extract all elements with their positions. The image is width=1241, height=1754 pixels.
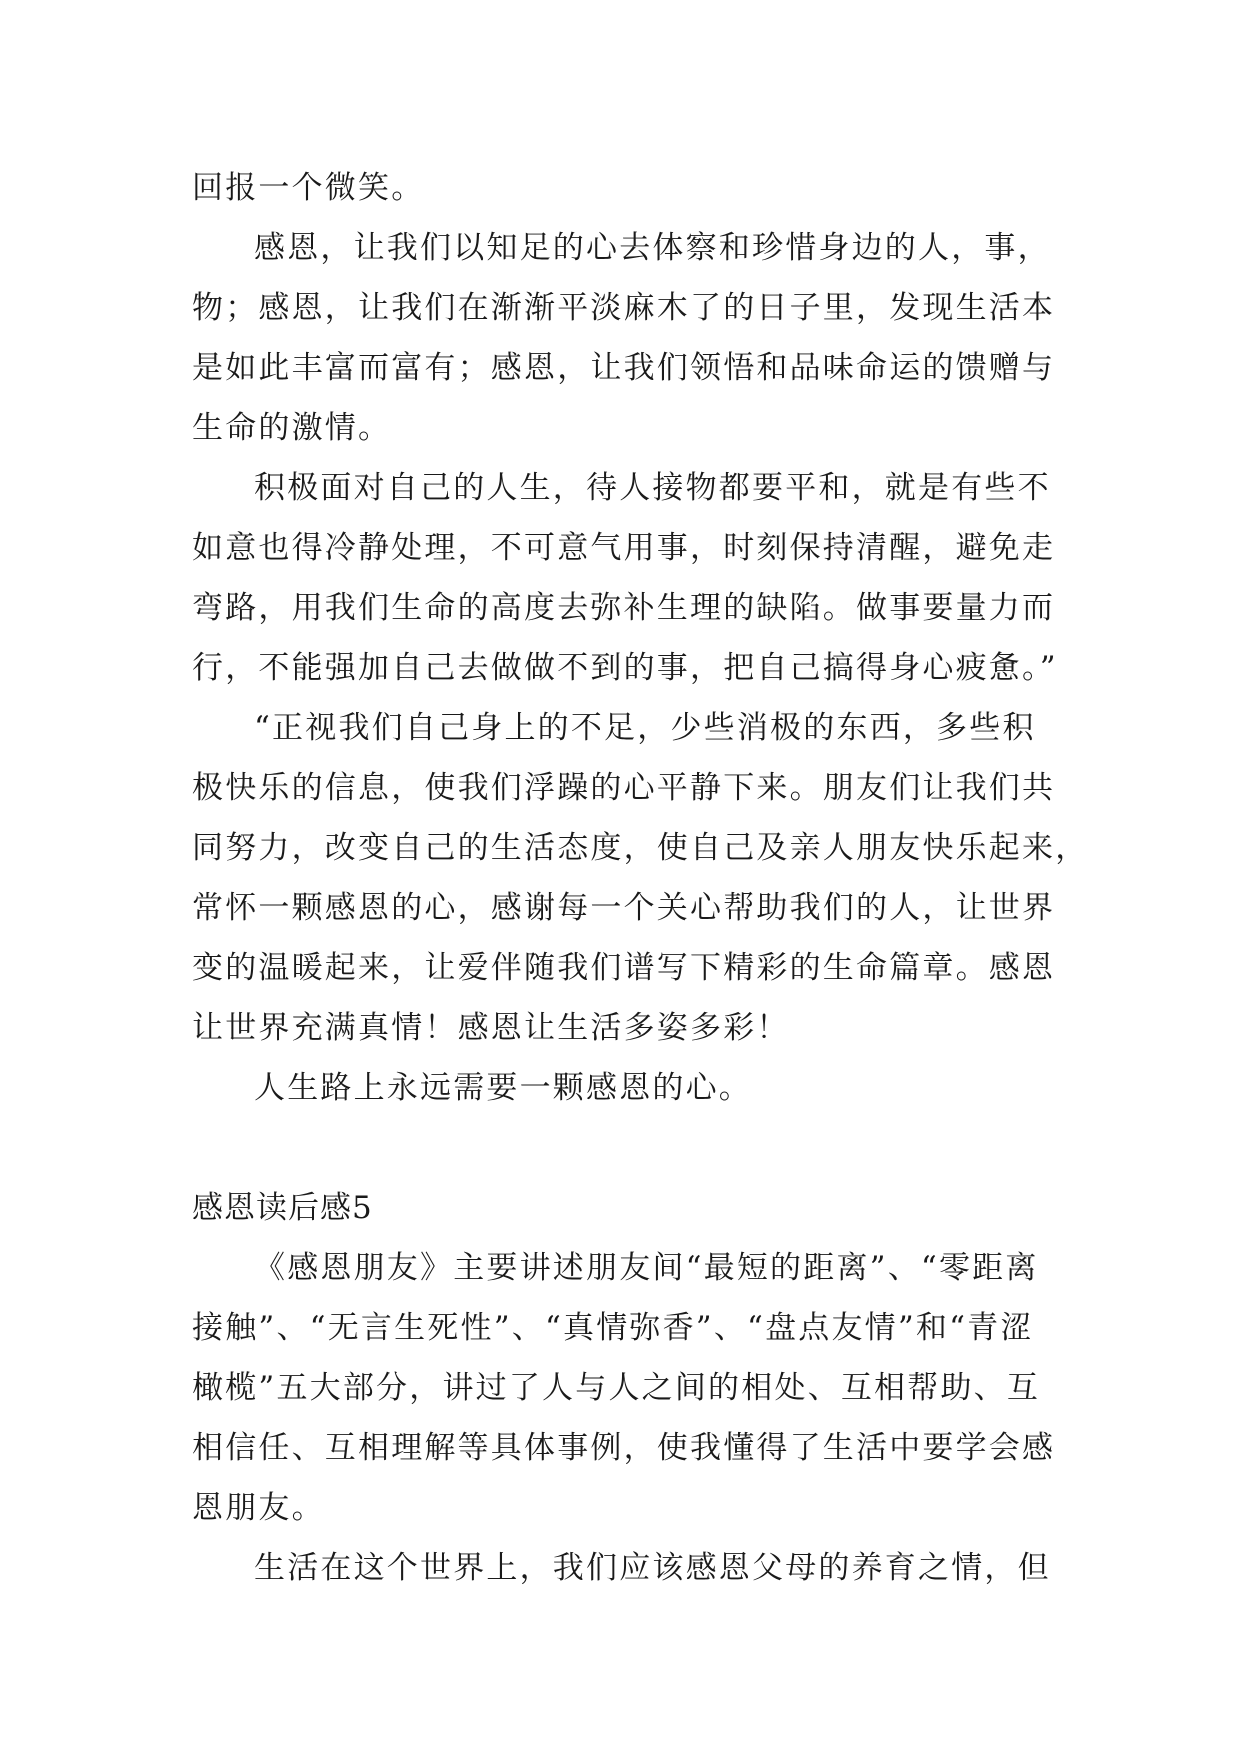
text-line: 让世界充满真情！感恩让生活多姿多彩！ xyxy=(192,1010,790,1046)
text-line: 相信任、互相理解等具体事例，使我懂得了生活中要学会感 xyxy=(192,1430,1056,1466)
paragraph-first-line: 《感恩朋友》主要讲述朋友间“最短的距离”、“零距离 xyxy=(254,1250,1039,1286)
text-line: 如意也得冷静处理，不可意气用事，时刻保持清醒，避免走 xyxy=(192,530,1056,566)
text-line: 同努力，改变自己的生活态度，使自己及亲人朋友快乐起来， xyxy=(192,830,1089,866)
section-heading: 感恩读后感5 xyxy=(192,1190,373,1226)
paragraph-first-line: “正视我们自己身上的不足，少些消极的东西，多些积 xyxy=(254,710,1036,746)
paragraph-first-line: 感恩，让我们以知足的心去体察和珍惜身边的人，事， xyxy=(254,230,1051,266)
text-line: 物；感恩，让我们在渐渐平淡麻木了的日子里，发现生活本 xyxy=(192,290,1056,326)
text-line: 恩朋友。 xyxy=(192,1490,325,1526)
text-line: 生命的激情。 xyxy=(192,410,392,446)
text-line: 弯路，用我们生命的高度去弥补生理的缺陷。做事要量力而 xyxy=(192,590,1056,626)
text-line: 极快乐的信息，使我们浮躁的心平静下来。朋友们让我们共 xyxy=(192,770,1056,806)
text-line: 回报一个微笑。 xyxy=(192,170,425,206)
text-line: 接触”、“无言生死性”、“真情弥香”、“盘点友情”和“青涩 xyxy=(192,1310,1034,1346)
text-line: 行，不能强加自己去做做不到的事，把自己搞得身心疲惫。” xyxy=(192,650,1058,686)
paragraph-first-line: 生活在这个世界上，我们应该感恩父母的养育之情，但 xyxy=(254,1550,1051,1586)
text-line: 是如此丰富而富有；感恩，让我们领悟和品味命运的馈赠与 xyxy=(192,350,1056,386)
document-page xyxy=(192,158,1089,1598)
text-line: 橄榄”五大部分，讲过了人与人之间的相处、互相帮助、互 xyxy=(192,1370,1041,1406)
section-spacer xyxy=(192,1118,1054,1178)
text-line: 常怀一颗感恩的心，感谢每一个关心帮助我们的人，让世界 xyxy=(192,890,1056,926)
paragraph-first-line: 积极面对自己的人生，待人接物都要平和，就是有些不 xyxy=(254,470,1051,506)
paragraph-first-line: 人生路上永远需要一颗感恩的心。 xyxy=(254,1070,752,1106)
text-line: 变的温暖起来，让爱伴随我们谱写下精彩的生命篇章。感恩 xyxy=(192,950,1056,986)
